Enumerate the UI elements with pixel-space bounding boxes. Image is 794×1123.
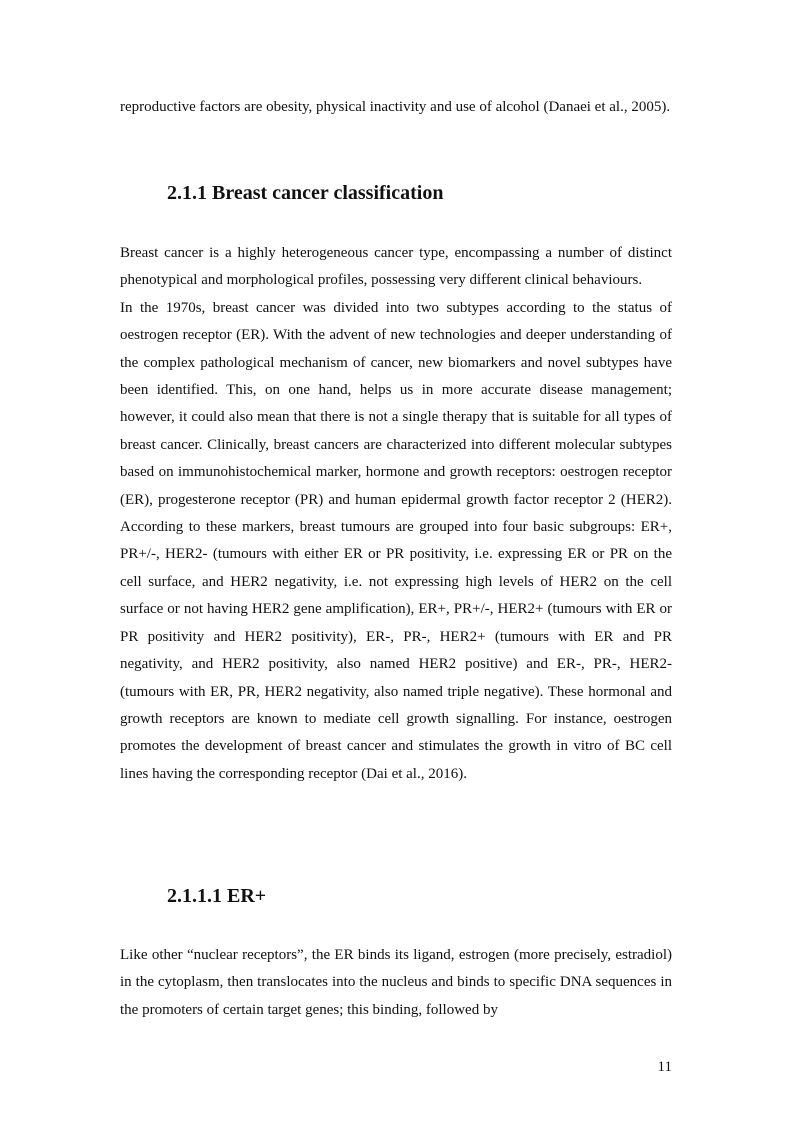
intro-paragraph: reproductive factors are obesity, physical inactivity and use of alcohol (Danaei et al., 2005). bbox=[120, 99, 671, 115]
classification-body bbox=[120, 240, 672, 788]
page-number: 11 bbox=[657, 1059, 672, 1075]
er-paragraph: Like other “nuclear receptors”, the ER binds its ligand, estrogen (more precisely, estradiol) in the cytoplasm, then translocates into the nucleus and binds to specific DNA sequences in the promoters of certain target genes; this binding, followed by bbox=[120, 947, 672, 1018]
classification-paragraph-2: In the 1970s, breast cancer was divided into two subtypes according to the status of oestrogen receptor (ER). With the advent of new technologies and deeper understanding of the complex pathological mechanism of cancer, new biomarkers and novel subtypes have been identified. This, on one hand, helps us in more accurate disease management; however, it could also mean that there is not a single therapy that is suitable for all types of breast cancer. Clinically, breast cancers are characterized into different molecular subtypes based on immunohistochemical marker, hormone and growth receptors: oestrogen receptor (ER), progesterone receptor (PR) and human epidermal growth factor receptor 2 (HER2). According to these markers, breast tumours are grouped into four basic subgroups: ER+, PR+/-, HER2- (tumours with either ER or PR positivity, i.e. expressing ER or PR on the cell surface, and HER2 negativity, i.e. not expressing high levels of HER2 on the cell surface or not having HER2 gene amplification), ER+, PR+/-, HER2+ (tumours with ER or PR positivity and HER2 positivity), ER-, PR-, HER2+ (tumours with ER and PR negativity, and HER2 positivity, also named HER2 positive) and ER-, PR-, HER2- (tumours with ER, PR, HER2 negativity, also named triple negative). These hormonal and growth receptors are known to mediate cell growth signalling. For instance, oestrogen promotes the development of breast cancer and stimulates the growth in vitro of BC cell lines having the corresponding receptor (Dai et al., 2016). bbox=[120, 299, 672, 782]
er-body bbox=[120, 942, 672, 1024]
classification-paragraph-1: Breast cancer is a highly heterogeneous cancer type, encompassing a number of distinct phenotypical and morphological profiles, possessing very different clinical behaviours. bbox=[120, 245, 672, 289]
section-heading-classification: 2.1.1 Breast cancer classification bbox=[167, 182, 444, 204]
intro-paragraph-block bbox=[120, 94, 672, 121]
section-heading-er: 2.1.1.1 ER+ bbox=[167, 885, 267, 907]
